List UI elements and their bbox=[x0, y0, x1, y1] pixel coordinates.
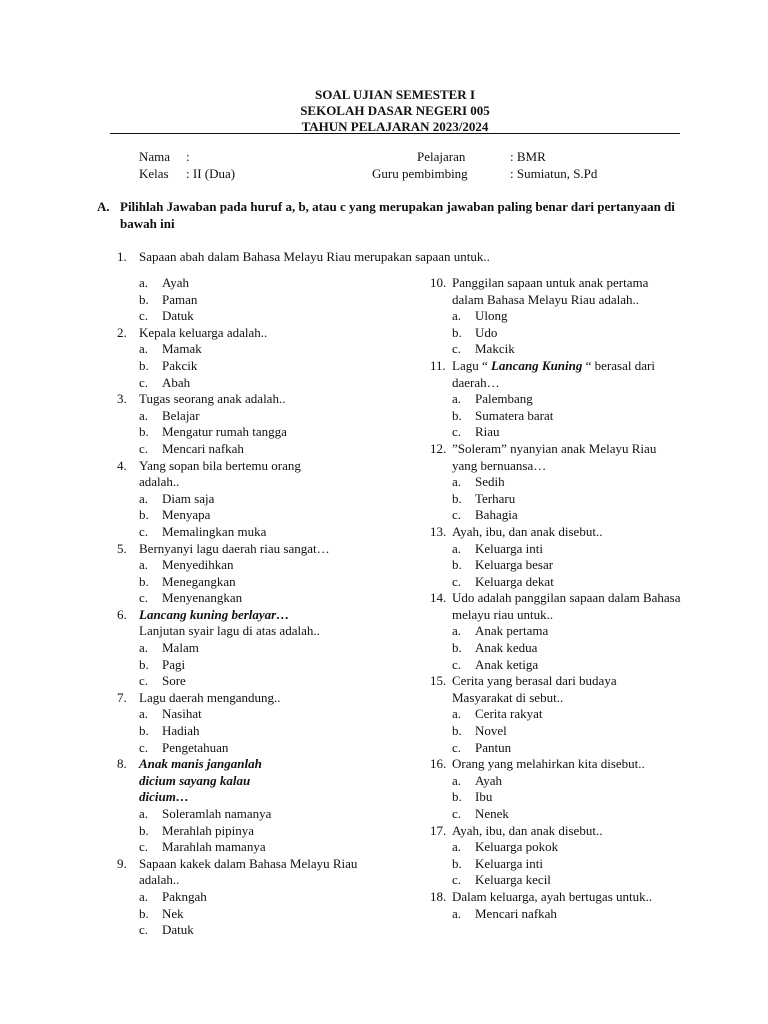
option-text: Ayah bbox=[162, 275, 189, 290]
option-text: Nasihat bbox=[162, 706, 202, 722]
option-text: Hadiah bbox=[162, 723, 200, 739]
option-text: Menyenangkan bbox=[162, 590, 243, 606]
option-letter: a. bbox=[452, 905, 462, 921]
question-number: 8. bbox=[117, 756, 127, 772]
option bbox=[139, 275, 377, 292]
option-text: Palembang bbox=[475, 391, 533, 407]
option-letter: b. bbox=[139, 291, 149, 307]
option-text: Memalingkan muka bbox=[162, 523, 267, 539]
option bbox=[139, 906, 377, 923]
option bbox=[139, 823, 377, 840]
options-list bbox=[452, 623, 690, 673]
options-list bbox=[452, 839, 690, 889]
option-letter: b. bbox=[139, 573, 149, 589]
option-text: Keluarga besar bbox=[475, 557, 554, 573]
option-letter: a. bbox=[139, 407, 149, 423]
question-number: 5. bbox=[117, 540, 127, 556]
question-text: Ayah, ibu, dan anak disebut.. bbox=[452, 822, 603, 838]
option-text: Paman bbox=[162, 291, 198, 307]
option bbox=[452, 723, 690, 740]
question-text: Udo adalah panggilan sapaan dalam Bahasa melayu riau untuk.. bbox=[452, 590, 681, 622]
option-text: Udo bbox=[475, 324, 498, 340]
option-letter: a. bbox=[452, 623, 462, 639]
option bbox=[452, 308, 690, 325]
kelas-label: Kelas bbox=[139, 166, 169, 181]
option bbox=[139, 889, 377, 906]
option-text: Merahlah pipinya bbox=[162, 822, 255, 838]
question-17 bbox=[430, 823, 690, 889]
question-10 bbox=[430, 275, 690, 358]
question-text: Panggilan sapaan untuk anak pertama dalam Bahasa Melayu Riau adalah.. bbox=[452, 275, 649, 307]
option-text: Mamak bbox=[162, 341, 202, 357]
option-letter: b. bbox=[452, 490, 462, 506]
option-text: Menegangkan bbox=[162, 573, 236, 589]
option-letter: b. bbox=[452, 723, 462, 739]
guru-value: : Sumiatun, S.Pd bbox=[510, 166, 598, 181]
question-text bbox=[452, 358, 687, 391]
option-letter: c. bbox=[452, 656, 462, 672]
option-letter: c. bbox=[139, 839, 149, 855]
option-text: Nek bbox=[162, 905, 184, 921]
options-list bbox=[452, 906, 690, 923]
option bbox=[452, 856, 690, 873]
option bbox=[452, 541, 690, 558]
question-text-post: “ berasal dari daerah… bbox=[452, 357, 655, 390]
question-number: 11. bbox=[430, 357, 446, 373]
option bbox=[139, 441, 377, 458]
options-list bbox=[452, 474, 690, 524]
option bbox=[452, 574, 690, 591]
option-letter: b. bbox=[452, 640, 462, 656]
option-letter: c. bbox=[452, 507, 462, 523]
question-9 bbox=[117, 856, 377, 939]
option-text: Menyapa bbox=[162, 507, 211, 523]
question-text: Sapaan abah dalam Bahasa Melayu Riau merupakan sapaan untuk.. bbox=[139, 249, 490, 264]
question-text: Ayah, ibu, dan anak disebut.. bbox=[452, 523, 603, 539]
option-letter: c. bbox=[452, 573, 462, 589]
option-letter: a. bbox=[452, 540, 462, 556]
question-text-pre: Lagu “ bbox=[452, 357, 491, 373]
option bbox=[139, 308, 377, 325]
option-letter: b. bbox=[139, 656, 149, 672]
option-text: Abah bbox=[162, 374, 191, 390]
option-text: Mengatur rumah tangga bbox=[162, 424, 287, 440]
academic-year: TAHUN PELAJARAN 2023/2024 bbox=[301, 119, 489, 134]
option-letter: a. bbox=[139, 557, 149, 573]
question-text: Orang yang melahirkan kita disebut.. bbox=[452, 756, 645, 772]
option bbox=[139, 574, 377, 591]
option-text: Menyedihkan bbox=[162, 557, 234, 573]
option bbox=[452, 474, 690, 491]
option-text: Mencari nafkah bbox=[475, 905, 557, 921]
subject-info bbox=[372, 148, 597, 182]
options-list bbox=[139, 408, 377, 458]
option bbox=[139, 740, 377, 757]
question-14 bbox=[430, 590, 690, 673]
song-title: Lancang Kuning bbox=[490, 357, 583, 373]
option-letter: c. bbox=[139, 922, 149, 938]
option-letter: b. bbox=[139, 723, 149, 739]
option-text: Terharu bbox=[475, 490, 516, 506]
question-number: 10. bbox=[430, 275, 447, 290]
option-text: Malam bbox=[162, 640, 199, 656]
option-text: Pantun bbox=[475, 739, 512, 755]
option bbox=[452, 657, 690, 674]
option-text: Datuk bbox=[162, 308, 194, 324]
option bbox=[139, 292, 377, 309]
option-text: Anak ketiga bbox=[475, 656, 539, 672]
question-text: Kepala keluarga adalah.. bbox=[139, 324, 268, 340]
option-letter: a. bbox=[452, 839, 462, 855]
question-number: 17. bbox=[430, 822, 447, 838]
nama-value: : bbox=[186, 149, 190, 164]
option-letter: a. bbox=[452, 391, 462, 407]
option bbox=[139, 590, 377, 607]
option-text: Riau bbox=[475, 424, 500, 440]
pelajaran-label: Pelajaran bbox=[417, 149, 466, 164]
option-letter: b. bbox=[139, 822, 149, 838]
option bbox=[452, 789, 690, 806]
option bbox=[139, 557, 377, 574]
option-text: Pagi bbox=[162, 656, 186, 672]
option-letter: b. bbox=[139, 424, 149, 440]
student-info bbox=[139, 148, 235, 182]
section-instruction: Pilihlah Jawaban pada huruf a, b, atau c yang merupakan jawaban paling benar dari pertanyaan di bawah ini bbox=[120, 199, 675, 231]
option-letter: c. bbox=[139, 308, 149, 324]
option-letter: a. bbox=[452, 772, 462, 788]
options-list bbox=[452, 706, 690, 756]
option-letter: a. bbox=[452, 706, 462, 722]
option-text: Keluarga dekat bbox=[475, 573, 554, 589]
option-letter: b. bbox=[452, 557, 462, 573]
option-letter: c. bbox=[139, 673, 149, 689]
option-letter: c. bbox=[139, 523, 149, 539]
question-1 bbox=[117, 249, 490, 266]
question-number: 9. bbox=[117, 855, 127, 871]
option bbox=[452, 706, 690, 723]
question-1-options bbox=[139, 275, 377, 325]
option bbox=[139, 507, 377, 524]
question-text: Bernyanyi lagu daerah riau sangat… bbox=[139, 540, 330, 556]
question-number: 13. bbox=[430, 523, 447, 539]
options-list bbox=[139, 557, 377, 607]
question-text: ”Soleram” nyanyian anak Melayu Riau yang bernuansa… bbox=[452, 440, 657, 473]
option-text: Keluarga pokok bbox=[475, 839, 559, 855]
question-15 bbox=[430, 673, 690, 756]
option-text: Soleramlah namanya bbox=[162, 806, 272, 821]
option-letter: a. bbox=[139, 888, 149, 904]
question-text: Dalam keluarga, ayah bertugas untuk.. bbox=[452, 888, 653, 904]
option bbox=[139, 408, 377, 425]
kelas-value: : II (Dua) bbox=[186, 166, 236, 181]
option bbox=[452, 773, 690, 790]
question-number: 15. bbox=[430, 673, 447, 689]
option bbox=[452, 507, 690, 524]
guru-label: Guru pembimbing bbox=[372, 166, 468, 181]
question-18 bbox=[430, 889, 690, 922]
option-letter: a. bbox=[139, 341, 149, 357]
exam-title: SOAL UJIAN SEMESTER I bbox=[314, 87, 476, 102]
option-text: Nenek bbox=[475, 806, 509, 821]
option-text: Keluarga inti bbox=[475, 540, 543, 556]
question-text: Lagu daerah mengandung.. bbox=[139, 689, 281, 705]
question-2 bbox=[117, 325, 377, 391]
option bbox=[139, 640, 377, 657]
option-text: Datuk bbox=[162, 922, 194, 938]
option bbox=[452, 424, 690, 441]
option bbox=[452, 806, 690, 823]
options-list bbox=[139, 889, 377, 939]
option-text: Pengetahuan bbox=[162, 739, 229, 755]
option-text: Ibu bbox=[475, 789, 493, 805]
option bbox=[139, 806, 377, 823]
question-8 bbox=[117, 756, 377, 856]
option-text: Marahlah mamanya bbox=[162, 839, 266, 855]
options-list bbox=[139, 640, 377, 690]
option-text: Sumatera barat bbox=[475, 407, 554, 423]
question-text: Anak manis janganlah dicium sayang kalau dicium… bbox=[139, 756, 262, 805]
option-letter: c. bbox=[139, 440, 149, 456]
option bbox=[139, 706, 377, 723]
option bbox=[139, 723, 377, 740]
option-letter: c. bbox=[452, 872, 462, 888]
question-text: Yang sopan bila bertemu orang adalah.. bbox=[139, 457, 301, 490]
option-letter: c. bbox=[139, 590, 149, 606]
option bbox=[452, 341, 690, 358]
question-11 bbox=[430, 358, 690, 441]
option-letter: b. bbox=[139, 357, 149, 373]
question-number: 18. bbox=[430, 888, 447, 904]
option-letter: a. bbox=[139, 275, 149, 290]
question-number: 14. bbox=[430, 590, 447, 606]
option bbox=[452, 839, 690, 856]
option-letter: a. bbox=[452, 308, 462, 324]
option-letter: a. bbox=[139, 640, 149, 656]
option-letter: a. bbox=[452, 474, 462, 490]
option-letter: a. bbox=[139, 706, 149, 722]
option-text: Keluarga inti bbox=[475, 855, 543, 871]
option-text: Pakcik bbox=[162, 357, 198, 373]
option bbox=[139, 922, 377, 939]
option bbox=[139, 341, 377, 358]
question-16 bbox=[430, 756, 690, 822]
option bbox=[139, 657, 377, 674]
question-3 bbox=[117, 391, 377, 457]
option bbox=[139, 375, 377, 392]
option bbox=[452, 623, 690, 640]
left-column bbox=[117, 275, 377, 939]
option-letter: a. bbox=[139, 490, 149, 506]
option-letter: b. bbox=[452, 407, 462, 423]
option-letter: b. bbox=[139, 905, 149, 921]
options-list bbox=[139, 341, 377, 391]
header-divider bbox=[110, 133, 680, 134]
option-letter: a. bbox=[139, 806, 149, 821]
question-number: 6. bbox=[117, 606, 127, 622]
option-letter: c. bbox=[452, 341, 462, 357]
option-text: Mencari nafkah bbox=[162, 440, 244, 456]
question-13 bbox=[430, 524, 690, 590]
option-text: Sore bbox=[162, 673, 186, 689]
option-text: Makcik bbox=[475, 341, 515, 357]
option-text: Anak kedua bbox=[475, 640, 538, 656]
option-text: Keluarga kecil bbox=[475, 872, 551, 888]
option-letter: b. bbox=[452, 789, 462, 805]
question-number: 3. bbox=[117, 391, 127, 407]
options-list bbox=[139, 491, 377, 541]
option bbox=[452, 391, 690, 408]
option bbox=[452, 872, 690, 889]
option bbox=[139, 839, 377, 856]
option-text: Anak pertama bbox=[475, 623, 549, 639]
nama-label: Nama bbox=[139, 149, 171, 164]
option-text: Cerita rakyat bbox=[475, 706, 543, 722]
options-list bbox=[139, 706, 377, 756]
pelajaran-value: : BMR bbox=[510, 149, 546, 164]
question-4 bbox=[117, 458, 377, 541]
options-list bbox=[452, 308, 690, 358]
option-letter: c. bbox=[139, 374, 149, 390]
question-number: 16. bbox=[430, 756, 447, 772]
question-number: 12. bbox=[430, 440, 447, 456]
options-list bbox=[452, 541, 690, 591]
option bbox=[452, 557, 690, 574]
option bbox=[452, 740, 690, 757]
section-letter: A. bbox=[97, 199, 110, 214]
option-letter: b. bbox=[452, 324, 462, 340]
option-letter: c. bbox=[139, 739, 149, 755]
option bbox=[452, 408, 690, 425]
question-number: 1. bbox=[117, 249, 127, 264]
option bbox=[452, 325, 690, 342]
option-letter: c. bbox=[452, 806, 462, 821]
options-list bbox=[139, 806, 377, 856]
option-letter: b. bbox=[139, 507, 149, 523]
option bbox=[452, 906, 690, 923]
question-subtext: Lanjutan syair lagu di atas adalah.. bbox=[139, 623, 320, 639]
question-12 bbox=[430, 441, 690, 524]
options-list bbox=[452, 391, 690, 441]
option-letter: b. bbox=[452, 855, 462, 871]
question-6 bbox=[117, 607, 377, 690]
question-number: 4. bbox=[117, 457, 127, 473]
question-text: Cerita yang berasal dari budaya Masyarakat di sebut.. bbox=[452, 673, 617, 705]
option bbox=[139, 673, 377, 690]
option bbox=[452, 491, 690, 508]
option-text: Pakngah bbox=[162, 888, 207, 904]
question-7 bbox=[117, 690, 377, 756]
question-number: 2. bbox=[117, 324, 127, 340]
question-text: Lancang kuning berlayar… bbox=[139, 606, 290, 622]
school-name: SEKOLAH DASAR NEGERI 005 bbox=[300, 103, 490, 118]
option bbox=[452, 640, 690, 657]
option-text: Bahagia bbox=[475, 507, 518, 523]
right-column bbox=[430, 275, 690, 922]
option-text: Novel bbox=[475, 723, 507, 739]
exam-header bbox=[0, 87, 768, 135]
option-letter: c. bbox=[452, 424, 462, 440]
option bbox=[139, 424, 377, 441]
option-letter: c. bbox=[452, 739, 462, 755]
section-a bbox=[97, 199, 697, 232]
option bbox=[139, 358, 377, 375]
option bbox=[139, 524, 377, 541]
question-5 bbox=[117, 541, 377, 607]
question-number: 7. bbox=[117, 689, 127, 705]
option-text: Belajar bbox=[162, 407, 200, 423]
option-text: Diam saja bbox=[162, 490, 215, 506]
option-text: Ayah bbox=[475, 772, 502, 788]
option bbox=[139, 491, 377, 508]
option-text: Ulong bbox=[475, 308, 508, 324]
option-text: Sedih bbox=[475, 474, 505, 490]
options-list bbox=[452, 773, 690, 823]
question-text: Tugas seorang anak adalah.. bbox=[139, 391, 286, 407]
question-text: Sapaan kakek dalam Bahasa Melayu Riau adalah.. bbox=[139, 855, 358, 888]
